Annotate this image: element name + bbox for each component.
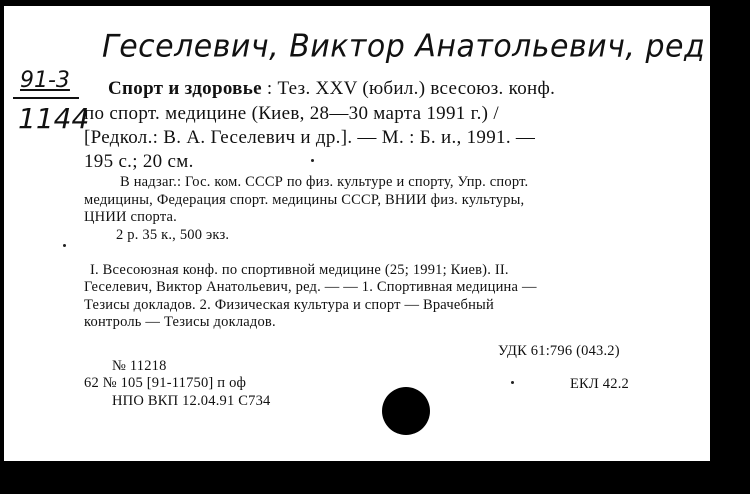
ekl-code: ЕКЛ 42.2 [570,376,629,392]
handwritten-shelf-mark-bottom: 1144 [18,102,90,135]
tracing-line-1: I. Всесоюзная конф. по спортивной медицине (25; 1991; Киев). II. [90,262,509,278]
record-title-rest: : Тез. XXV (юбил.) всесоюз. конф. [261,78,556,99]
handwritten-author-heading: Геселевич, Виктор Анатольевич, ред [102,28,706,65]
handwritten-shelf-mark-top: 91-3 [20,68,70,93]
record-line-3: [Редкол.: В. А. Геселевич и др.]. — М. : Б. и., 1991. — [84,127,536,148]
speck-mark [311,159,314,162]
catalog-card [4,6,710,461]
speck-mark [511,381,514,384]
note-line-2: медицины, Федерация спорт. медицины СССР, ВНИИ физ. культуры, [84,192,525,208]
punch-hole [382,387,430,435]
tracing-line-4: контроль — Тезисы докладов. [84,314,276,330]
udk-code: УДК 61:796 (043.2) [498,343,620,359]
imprint-publisher: НПО ВКП 12.04.91 С734 [112,393,271,409]
shelf-mark-divider [13,97,79,99]
record-line-4: 195 с.; 20 см. [84,151,194,172]
note-line-1: В надзаг.: Гос. ком. СССР по физ. культуре и спорту, Упр. спорт. [120,174,529,190]
price-line: 2 р. 35 к., 500 экз. [116,227,230,243]
note-line-3: ЦНИИ спорта. [84,209,177,225]
imprint-number: № 11218 [112,358,167,374]
imprint-order: 62 № 105 [91-11750] п оф [84,375,247,391]
record-line-1 [108,78,555,100]
record-line-2: по спорт. медицине (Киев, 28—30 марта 1991 г.) / [84,103,499,124]
record-title: Спорт и здоровье [108,78,262,99]
tracing-line-3: Тезисы докладов. 2. Физическая культура и спорт — Врачебный [84,297,494,313]
tracing-line-2: Геселевич, Виктор Анатольевич, ред. — — 1. Спортивная медицина — [84,279,537,295]
speck-mark [63,244,66,247]
